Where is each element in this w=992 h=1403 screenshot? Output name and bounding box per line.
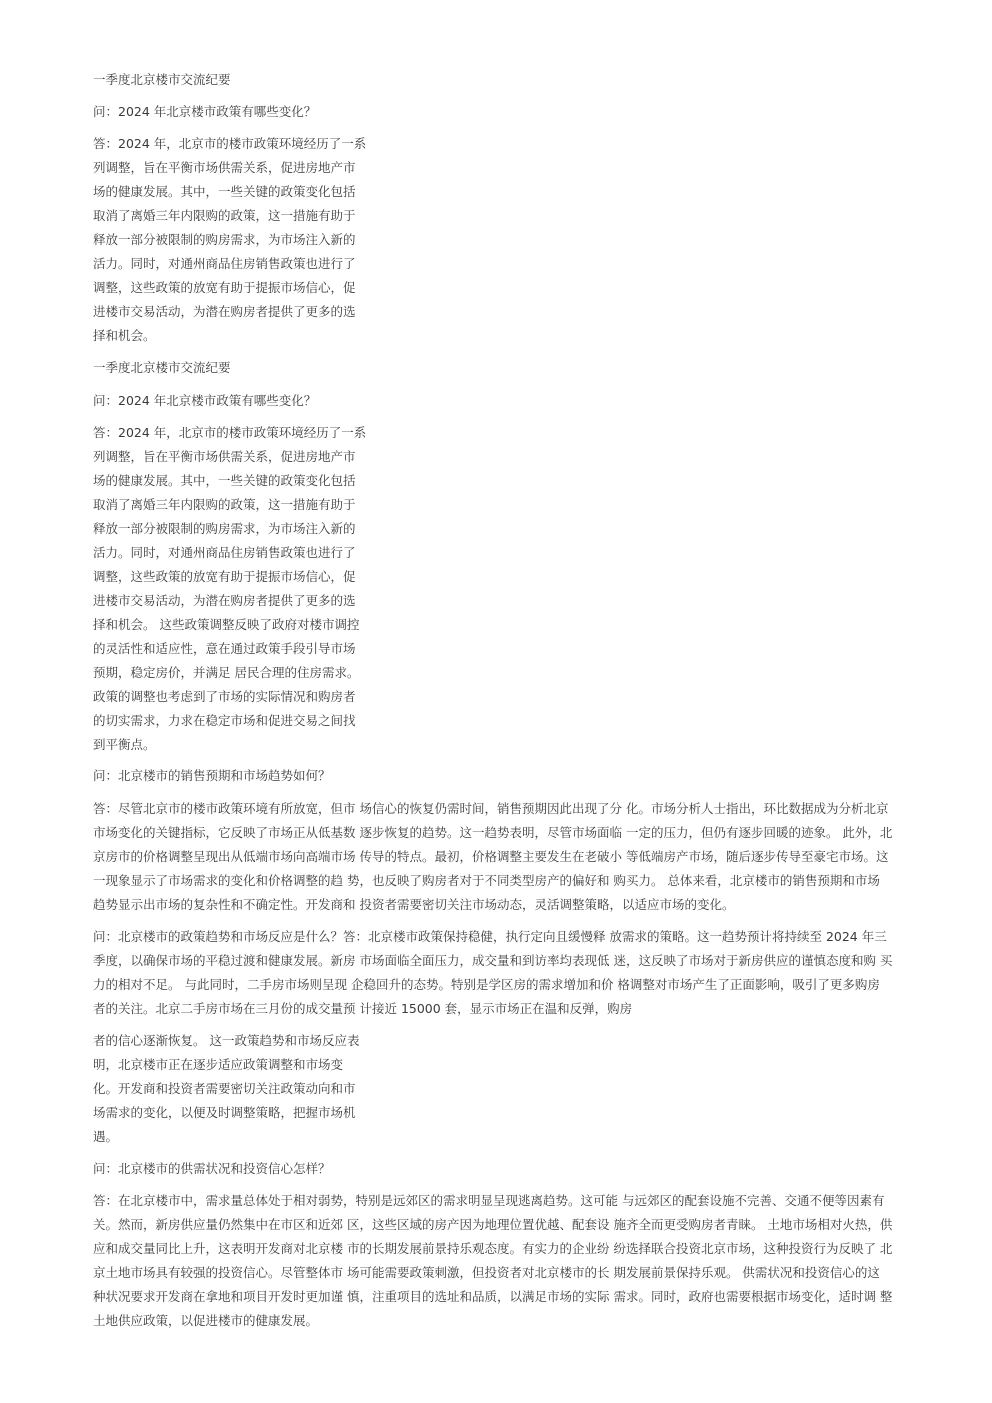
- text-line: 列调整，旨在平衡市场供需关系，促进房地产市: [93, 160, 356, 175]
- text-line: 土地供应政策，以促进楼市的健康发展。: [93, 1313, 319, 1328]
- text-line: 问：北京楼市的政策趋势和市场反应是什么？答：北京楼市政策保持稳健，执行定向且缓慢释 放需求的策略。这一趋势预计将持续至 2024 年三: [93, 929, 887, 944]
- answer-4: [93, 1189, 892, 1333]
- text-line: 种状况要求开发商在拿地和项目开发时更加谨 慎，注重项目的选址和品质，以满足市场的实际 需求。同时，政府也需要根据市场变化，适时调 整: [93, 1289, 893, 1304]
- text-line: 释放一部分被限制的购房需求，为市场注入新的: [93, 232, 356, 247]
- text-line: 取消了离婚三年内限购的政策，这一措施有助于: [93, 497, 356, 512]
- answer-3-continued: [93, 1029, 359, 1149]
- text-line: 场的健康发展。其中，一些关键的政策变化包括: [93, 473, 356, 488]
- doc-title-repeat: [93, 358, 231, 378]
- text-line: 场需求的变化，以便及时调整策略，把握市场机: [93, 1105, 356, 1120]
- text-line: 问：北京楼市的销售预期和市场趋势如何？: [93, 768, 331, 783]
- text-line: 京房市的价格调整呈现出从低端市场向高端市场 传导的特点。最初，价格调整主要发生在老破小 等低端房产市场，随后逐步传导至豪宅市场。这: [93, 849, 889, 864]
- text-line: 预期，稳定房价，并满足 居民合理的住房需求。: [93, 665, 360, 680]
- text-line: 政策的调整也考虑到了市场的实际情况和购房者: [93, 689, 356, 704]
- text-line: 一季度北京楼市交流纪要: [93, 360, 231, 375]
- text-line: 市场变化的关键指标，它反映了市场正从低基数 逐步恢复的趋势。这一趋势表明，尽管市场面临 一定的压力，但仍有逐步回暖的迹象。 此外，北: [93, 825, 893, 840]
- text-line: 择和机会。: [93, 328, 156, 343]
- text-line: 季度，以确保市场的平稳过渡和健康发展。新房 市场面临全面压力，成交量和到访率均表现低 迷，这反映了市场对于新房供应的谨慎态度和购 买: [93, 953, 893, 968]
- text-line: 化。开发商和投资者需要密切关注政策动向和市: [93, 1081, 356, 1096]
- text-line: 场的健康发展。其中，一些关键的政策变化包括: [93, 184, 356, 199]
- text-line: 京土地市场具有较强的投资信心。尽管整体市 场可能需要政策刺激，但投资者对北京楼市的长 期发展前景保持乐观。 供需状况和投资信心的这: [93, 1265, 880, 1280]
- text-line: 一季度北京楼市交流纪要: [93, 72, 231, 87]
- text-line: 到平衡点。: [93, 737, 156, 752]
- text-line: 列调整，旨在平衡市场供需关系，促进房地产市: [93, 449, 356, 464]
- text-line: 择和机会。 这些政策调整反映了政府对楼市调控: [93, 617, 360, 632]
- text-line: 的切实需求，力求在稳定市场和促进交易之间找: [93, 713, 356, 728]
- text-line: 问：2024 年北京楼市政策有哪些变化？: [93, 104, 317, 119]
- question-4: [93, 1159, 331, 1179]
- text-line: 应和成交量同比上升，这表明开发商对北京楼 市的长期发展前景持乐观态度。有实力的企业纷 纷选择联合投资北京市场，这种投资行为反映了 北: [93, 1241, 893, 1256]
- text-line: 答：在北京楼市中，需求量总体处于相对弱势，特别是远郊区的需求明显呈现逃离趋势。这可能 与远郊区的配套设施不完善、交通不便等因素有: [93, 1193, 885, 1208]
- question-1: [93, 102, 316, 122]
- answer-2: [93, 797, 892, 917]
- question-2: [93, 766, 331, 786]
- text-line: 力的相对不足。 与此同时，二手房市场则呈现 企稳回升的态势。特别是学区房的需求增加和价 格调整对市场产生了正面影响，吸引了更多购房: [93, 977, 880, 992]
- text-line: 进楼市交易活动，为潜在购房者提供了更多的选: [93, 304, 356, 319]
- text-line: 活力。同时，对通州商品住房销售政策也进行了: [93, 545, 356, 560]
- text-line: 问：北京楼市的供需状况和投资信心怎样？: [93, 1161, 331, 1176]
- text-line: 取消了离婚三年内限购的政策，这一措施有助于: [93, 208, 356, 223]
- question-1-repeat: [93, 391, 316, 411]
- text-line: 问：2024 年北京楼市政策有哪些变化？: [93, 393, 317, 408]
- text-line: 明，北京楼市正在逐步适应政策调整和市场变: [93, 1057, 344, 1072]
- text-line: 一现象显示了市场需求的变化和价格调整的趋 势，也反映了购房者对于不同类型房产的偏好和 购买力。 总体来看，北京楼市的销售预期和市场: [93, 873, 880, 888]
- text-line: 答：2024 年，北京市的楼市政策环境经历了一系: [93, 136, 367, 151]
- doc-title: [93, 70, 231, 90]
- text-line: 的灵活性和适应性，意在通过政策手段引导市场: [93, 641, 356, 656]
- text-line: 关。然而，新房供应量仍然集中在市区和近郊 区，这些区域的房产因为地理位置优越、配套设 施齐全而更受购房者青睐。 土地市场相对火热，供: [93, 1217, 893, 1232]
- text-line: 活力。同时，对通州商品住房销售政策也进行了: [93, 256, 356, 271]
- question-answer-3: [93, 925, 892, 1021]
- text-line: 释放一部分被限制的购房需求，为市场注入新的: [93, 521, 356, 536]
- text-line: 者的信心逐渐恢复。 这一政策趋势和市场反应表: [93, 1033, 360, 1048]
- text-line: 答：2024 年，北京市的楼市政策环境经历了一系: [93, 425, 367, 440]
- answer-1-extended: [93, 421, 366, 757]
- text-line: 趋势显示出市场的复杂性和不确定性。开发商和 投资者需要密切关注市场动态，灵活调整策略，以适应市场的变化。: [93, 897, 735, 912]
- answer-1: [93, 132, 366, 348]
- text-line: 遇。: [93, 1129, 119, 1144]
- text-line: 答：尽管北京市的楼市政策环境有所放宽，但市 场信心的恢复仍需时间，销售预期因此出现了分 化。市场分析人士指出，环比数据成为分析北京: [93, 801, 889, 816]
- text-line: 调整，这些政策的放宽有助于提振市场信心，促: [93, 280, 356, 295]
- text-line: 调整，这些政策的放宽有助于提振市场信心，促: [93, 569, 356, 584]
- text-line: 者的关注。北京二手房市场在三月份的成交量预 计接近 15000 套，显示市场正在温和反弹，购房: [93, 1001, 633, 1016]
- text-line: 进楼市交易活动，为潜在购房者提供了更多的选: [93, 593, 356, 608]
